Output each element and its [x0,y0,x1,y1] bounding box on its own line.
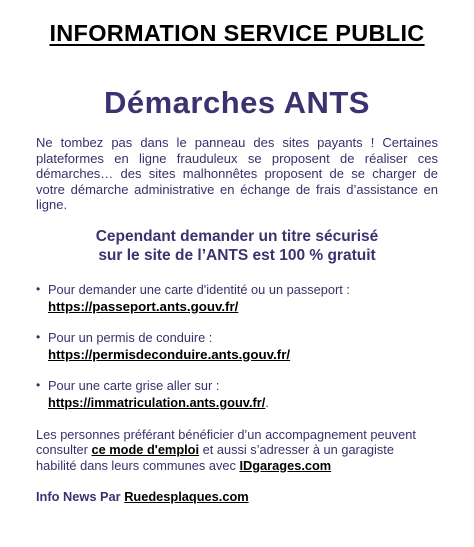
guide-link[interactable]: ce mode d'emploi [91,442,200,457]
bullet-icon: • [36,377,41,392]
bullet-icon: • [36,281,41,296]
outro-text-1: Les personnes préférant bénéficier d’un accompagnement peuvent consulter [36,426,416,457]
list-item [36,377,438,411]
ruedesplaques-link[interactable]: Ruedesplaques.com [124,489,249,504]
page-title: Démarches ANTS [103,85,370,120]
callout-line-1: Cependant demander un titre sécurisé [95,227,379,245]
bullet-icon: • [36,329,41,344]
list-item [36,329,438,363]
banner-heading: INFORMATION SERVICE PUBLIC [49,20,425,46]
link-suffix: . [265,394,269,410]
callout-line-2: sur le site de l’ANTS est 100 % gratuit [98,246,376,264]
footer-prefix: Info News Par [36,489,125,504]
list-item-text: Pour demander une carte d'identité ou un passeport : [48,281,350,297]
free-service-callout [36,227,438,265]
registration-link-line [48,394,438,411]
driving-license-link[interactable]: https://permisdeconduire.ants.gouv.fr/ [48,346,291,362]
registration-link[interactable]: https://immatriculation.ants.gouv.fr/ [48,394,266,410]
outro-text-2: et aussi s’adresser à un garagiste habilité dans leurs communes avec [36,442,394,473]
service-links-list [36,281,438,411]
list-item-text: Pour un permis de conduire : [48,329,213,345]
footer-credit [36,489,438,504]
outro-paragraph [36,427,438,474]
list-item-text: Pour une carte grise aller sur : [48,377,220,393]
document-page [0,20,474,547]
idgarages-link[interactable]: IDgarages.com [239,457,332,473]
passport-link[interactable]: https://passeport.ants.gouv.fr/ [48,298,239,314]
intro-paragraph: Ne tombez pas dans le panneau des sites payants ! Certaines plateformes en ligne frauduleux se proposent de réaliser ces démarches… des sites malhonnêtes proposent de se charger de votre démarche administrative en échange de frais d’assistance en ligne. [36,135,438,212]
list-item [36,281,438,315]
